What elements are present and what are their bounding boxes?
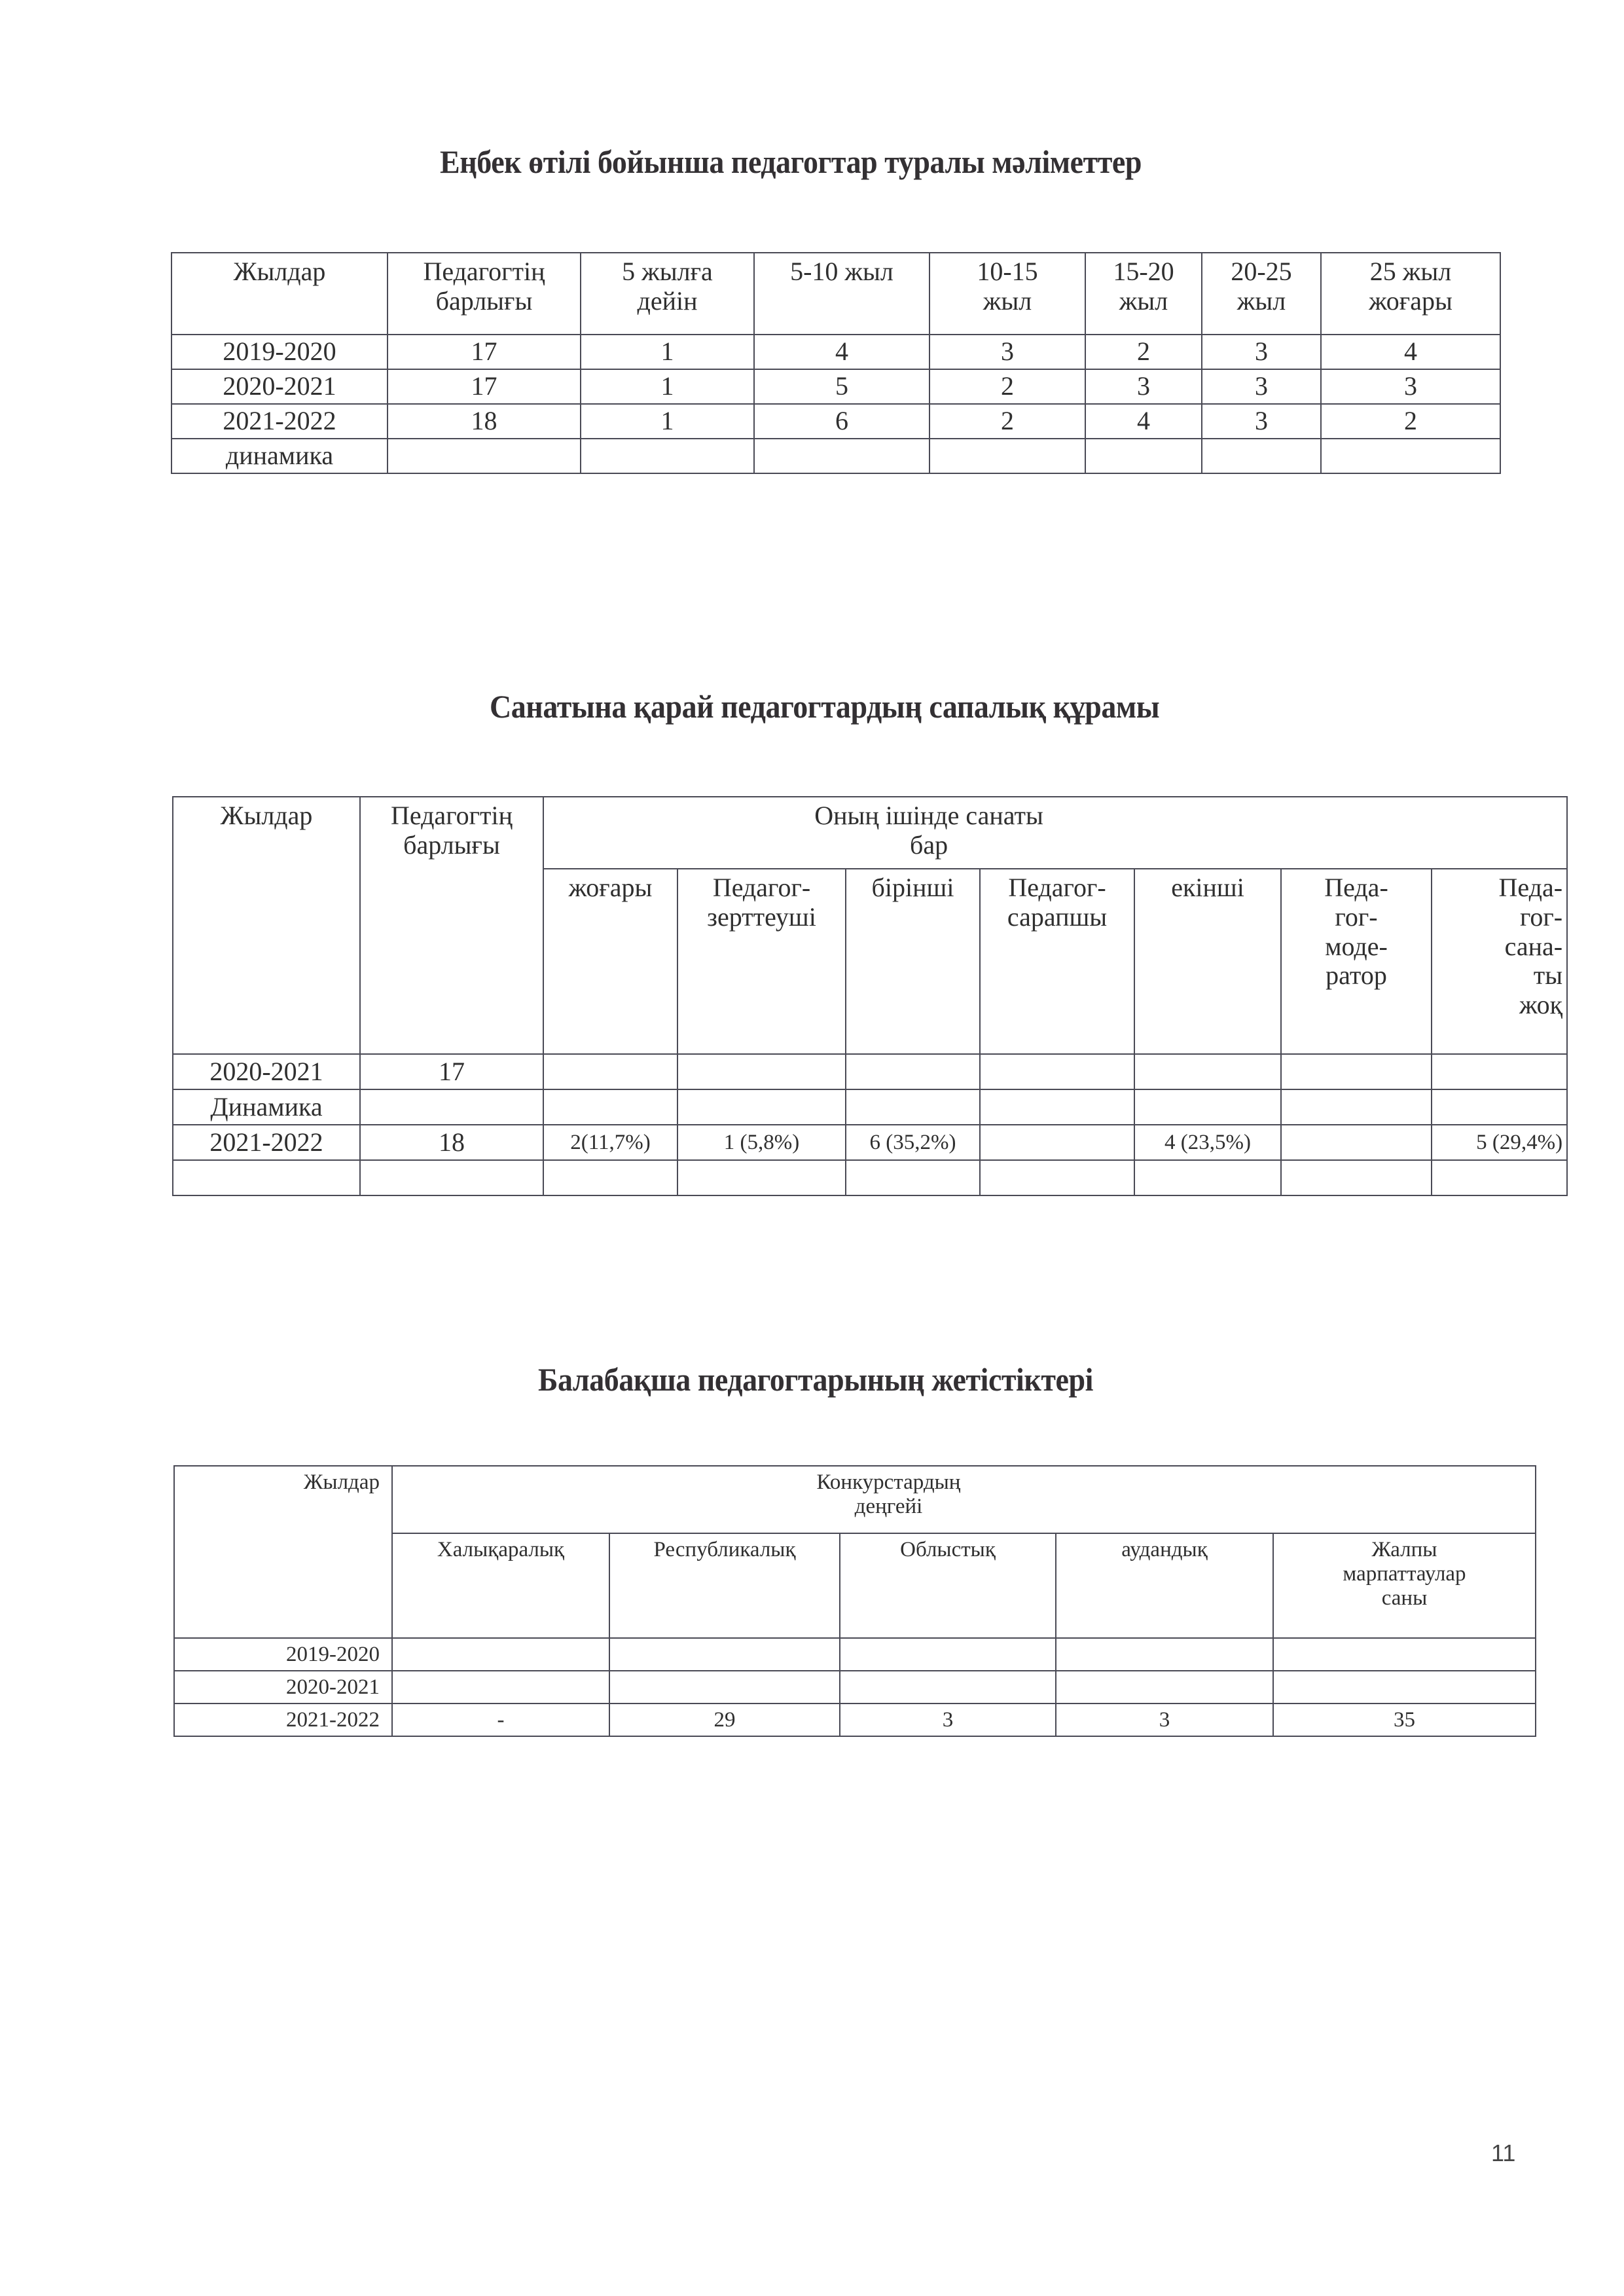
table2-subheader-cell-line: Педагог-: [712, 873, 811, 902]
table1-header-cell: [1085, 253, 1202, 335]
table2-group-header-line: бар: [909, 829, 948, 860]
table2-cell: [360, 1160, 543, 1195]
table3-cell: [1056, 1638, 1273, 1671]
table1-cell: 2: [929, 404, 1085, 439]
table2-cell: 18: [360, 1125, 543, 1160]
table2-cell: [980, 1125, 1134, 1160]
table3-subheader-cell-line: Облыстық: [900, 1538, 996, 1561]
table1-cell: 4: [1085, 404, 1202, 439]
table1-header-cell-line: 10-15: [977, 257, 1038, 286]
table2-subheader-cell-line: ты: [1533, 960, 1563, 991]
table3-subheader-cell-line: марпаттаулар: [1343, 1561, 1466, 1586]
table1-cell: 3: [1202, 335, 1321, 369]
table1-cell: [754, 439, 929, 473]
table2-subheader-cell-line: сарапшы: [1007, 902, 1108, 932]
table2-cell: [846, 1089, 980, 1125]
table2-row: [173, 1125, 1567, 1160]
table3-subheader-cell-line: аудандық: [1121, 1538, 1208, 1561]
table2-row: [173, 1089, 1567, 1125]
table2-cell: [677, 1160, 846, 1195]
row-label: 2021-2022: [173, 1125, 360, 1160]
table3-header-row-1: [174, 1466, 1536, 1533]
table2-subheader-cell-line: жоғары: [568, 873, 653, 902]
table1-header-cell: [581, 253, 754, 335]
table2-cell: [1281, 1054, 1432, 1089]
table3-group-header: [392, 1466, 1536, 1533]
table2-cell: [1281, 1089, 1432, 1125]
table1-header-cell: [1202, 253, 1321, 335]
table1-header-cell-line: жыл: [983, 285, 1032, 316]
table3-subheader-cell: [392, 1533, 609, 1638]
table1-cell: [388, 439, 581, 473]
table3-cell: [392, 1671, 609, 1704]
table2-subheader-cell: [1281, 869, 1432, 1054]
table1-header-cell: [171, 253, 388, 335]
table2-subheader-cell-line: зерттеуші: [707, 902, 816, 932]
table3-title: Балабақша педагогтарының жетістіктері: [538, 1361, 1093, 1398]
table3-cell: [392, 1638, 609, 1671]
table3-row: [174, 1638, 1536, 1671]
table1-cell: 18: [388, 404, 581, 439]
table2-cell: [1281, 1125, 1432, 1160]
table1-cell: [929, 439, 1085, 473]
table1-cell: 2: [929, 369, 1085, 404]
table2-cell: [846, 1054, 980, 1089]
table2-subheader-cell: [1432, 869, 1567, 1054]
table1-cell: 4: [1321, 335, 1500, 369]
table1-header-cell-line: 5-10 жыл: [790, 257, 893, 286]
table1-row: [171, 369, 1500, 404]
table1-cell: 1: [581, 404, 754, 439]
table2-col-total-line: Педагогтің: [390, 801, 513, 830]
achievements-table: [173, 1465, 1536, 1737]
table2-subheader-cell-line: жоқ: [1519, 990, 1563, 1020]
table3-cell: 3: [840, 1704, 1056, 1736]
table1-cell: [581, 439, 754, 473]
table3-row: [174, 1671, 1536, 1704]
table1-header-cell-line: жоғары: [1369, 285, 1453, 316]
table2-group-header: [543, 797, 1567, 869]
table2-subheader-cell-line: ратор: [1326, 960, 1387, 991]
table2-title: Санатына қарай педагогтардың сапалық құрамы: [490, 688, 1160, 725]
table1-header-cell-line: дейін: [637, 285, 698, 316]
table3-cell: 35: [1273, 1704, 1536, 1736]
category-table: [172, 796, 1568, 1196]
table1-cell: [1202, 439, 1321, 473]
table2-col-total: [360, 797, 543, 1054]
table1-row: [171, 439, 1500, 473]
table1-header-cell-line: 25 жыл: [1369, 257, 1452, 286]
table2-cell: [980, 1160, 1134, 1195]
table2-col-years: Жылдар: [173, 797, 360, 1054]
table2-cell: 2(11,7%): [543, 1125, 677, 1160]
table3-group-header-line: Конкурстардың: [816, 1470, 961, 1494]
page-number: 11: [1491, 2140, 1516, 2166]
table2-subheader-cell: [980, 869, 1134, 1054]
table2-cell: [980, 1054, 1134, 1089]
table3-cell: [1273, 1671, 1536, 1704]
table2-cell: [1281, 1160, 1432, 1195]
table2-cell: 6 (35,2%): [846, 1125, 980, 1160]
table2-cell: [543, 1054, 677, 1089]
table1-header-cell-line: 5 жылға: [622, 257, 713, 286]
table2-cell: [846, 1160, 980, 1195]
table2-cell: [543, 1160, 677, 1195]
table3-subheader-cell-line: Халықаралық: [437, 1538, 565, 1561]
table2-subheader-cell-line: Педагог-: [1008, 873, 1106, 902]
table2-cell: [1432, 1054, 1567, 1089]
table3-cell: [1273, 1638, 1536, 1671]
table3-subheader-cell-line: саны: [1381, 1586, 1428, 1610]
table3-subheader-cell: [1056, 1533, 1273, 1638]
row-label: 2020-2021: [173, 1054, 360, 1089]
table1-cell: [1321, 439, 1500, 473]
table2-subheader-cell: [543, 869, 677, 1054]
table3-subheader-cell: [609, 1533, 840, 1638]
table2-cell: [677, 1089, 846, 1125]
table1-cell: 3: [1202, 369, 1321, 404]
table2-subheader-cell-line: Педа-: [1324, 873, 1388, 902]
table2-cell: [980, 1089, 1134, 1125]
table2-subheader-cell-line: моде-: [1325, 931, 1388, 961]
table2-row: [173, 1160, 1567, 1195]
table2-cell: [1134, 1160, 1281, 1195]
table1-header-cell-line: 15-20: [1113, 257, 1174, 286]
table2-subheader-cell-line: Педа-: [1498, 873, 1563, 902]
table1-cell: 17: [388, 369, 581, 404]
table2-subheader-cell-line: екінші: [1171, 873, 1244, 902]
table1-header-cell-line: 20-25: [1231, 257, 1292, 286]
table3-group-header-line: деңгейі: [854, 1494, 923, 1518]
table1-header-cell-line: барлығы: [435, 285, 533, 316]
table2-subheader-cell-line: гог-: [1519, 902, 1563, 932]
table2-group-header-line: Оның ішінде санаты: [814, 801, 1043, 830]
table2-subheader-cell: [677, 869, 846, 1054]
table2-subheader-cell-line: сана-: [1504, 931, 1563, 961]
table1-cell: 2: [1321, 404, 1500, 439]
table1-header-cell-line: Жылдар: [233, 257, 326, 286]
table2-subheader-cell-line: бірінші: [871, 873, 954, 902]
table3-cell: 3: [1056, 1704, 1273, 1736]
table1-header-cell-line: жыл: [1119, 285, 1168, 316]
table1-cell: 5: [754, 369, 929, 404]
row-label: 2019-2020: [174, 1638, 392, 1671]
row-label: 2019-2020: [171, 335, 388, 369]
table1-header-cell: [754, 253, 929, 335]
table1-cell: 17: [388, 335, 581, 369]
table3-cell: 29: [609, 1704, 840, 1736]
table1-header-cell-line: жыл: [1236, 285, 1286, 316]
table1-header-cell: [1321, 253, 1500, 335]
table2-col-total-line: барлығы: [403, 829, 500, 860]
table1-title: Еңбек өтілі бойынша педагогтар туралы мәліметтер: [440, 143, 1142, 180]
table3-cell: [840, 1638, 1056, 1671]
table2-cell: [543, 1089, 677, 1125]
row-label: динамика: [171, 439, 388, 473]
table3-subheader-cell: [1273, 1533, 1536, 1638]
table2-subheader-cell: [846, 869, 980, 1054]
table2-cell: 5 (29,4%): [1432, 1125, 1567, 1160]
table3-cell: [609, 1671, 840, 1704]
table2-cell: [677, 1054, 846, 1089]
table1-header-cell: [929, 253, 1085, 335]
row-label: 2020-2021: [171, 369, 388, 404]
table1-cell: 3: [1321, 369, 1500, 404]
table2-row: [173, 1054, 1567, 1089]
table2-subheader-cell: [1134, 869, 1281, 1054]
table1-row: [171, 335, 1500, 369]
table1-cell: 2: [1085, 335, 1202, 369]
table1-cell: 3: [1085, 369, 1202, 404]
table2-cell: 1 (5,8%): [677, 1125, 846, 1160]
table2-cell: [1134, 1089, 1281, 1125]
row-label: 2020-2021: [174, 1671, 392, 1704]
table1-header-cell-line: Педагогтің: [423, 257, 545, 286]
table1-cell: 4: [754, 335, 929, 369]
table3-subheader-cell-line: Республикалық: [653, 1538, 796, 1561]
table2-cell: 17: [360, 1054, 543, 1089]
table1-cell: 3: [1202, 404, 1321, 439]
table2-cell: [360, 1089, 543, 1125]
table1-cell: [1085, 439, 1202, 473]
table3-col-years: Жылдар: [174, 1466, 392, 1638]
table2-cell: [1432, 1160, 1567, 1195]
table3-subheader-cell: [840, 1533, 1056, 1638]
table3-cell: [1056, 1671, 1273, 1704]
row-label: [173, 1160, 360, 1195]
table3-subheader-cell-line: Жалпы: [1371, 1538, 1437, 1561]
row-label: Динамика: [173, 1089, 360, 1125]
table3-row: [174, 1704, 1536, 1736]
table2-subheader-cell-line: гог-: [1335, 902, 1378, 932]
table1-cell: 6: [754, 404, 929, 439]
seniority-table: [171, 252, 1501, 474]
row-label: 2021-2022: [171, 404, 388, 439]
row-label: 2021-2022: [174, 1704, 392, 1736]
table2-cell: 4 (23,5%): [1134, 1125, 1281, 1160]
table1-header-row: [171, 253, 1500, 335]
table3-cell: [609, 1638, 840, 1671]
table2-header-row-1: [173, 797, 1567, 869]
table2-cell: [1432, 1089, 1567, 1125]
table3-cell: [840, 1671, 1056, 1704]
table3-cell: -: [392, 1704, 609, 1736]
table1-cell: 1: [581, 369, 754, 404]
table1-cell: 3: [929, 335, 1085, 369]
table1-row: [171, 404, 1500, 439]
table1-header-cell: [388, 253, 581, 335]
table2-cell: [1134, 1054, 1281, 1089]
table1-cell: 1: [581, 335, 754, 369]
